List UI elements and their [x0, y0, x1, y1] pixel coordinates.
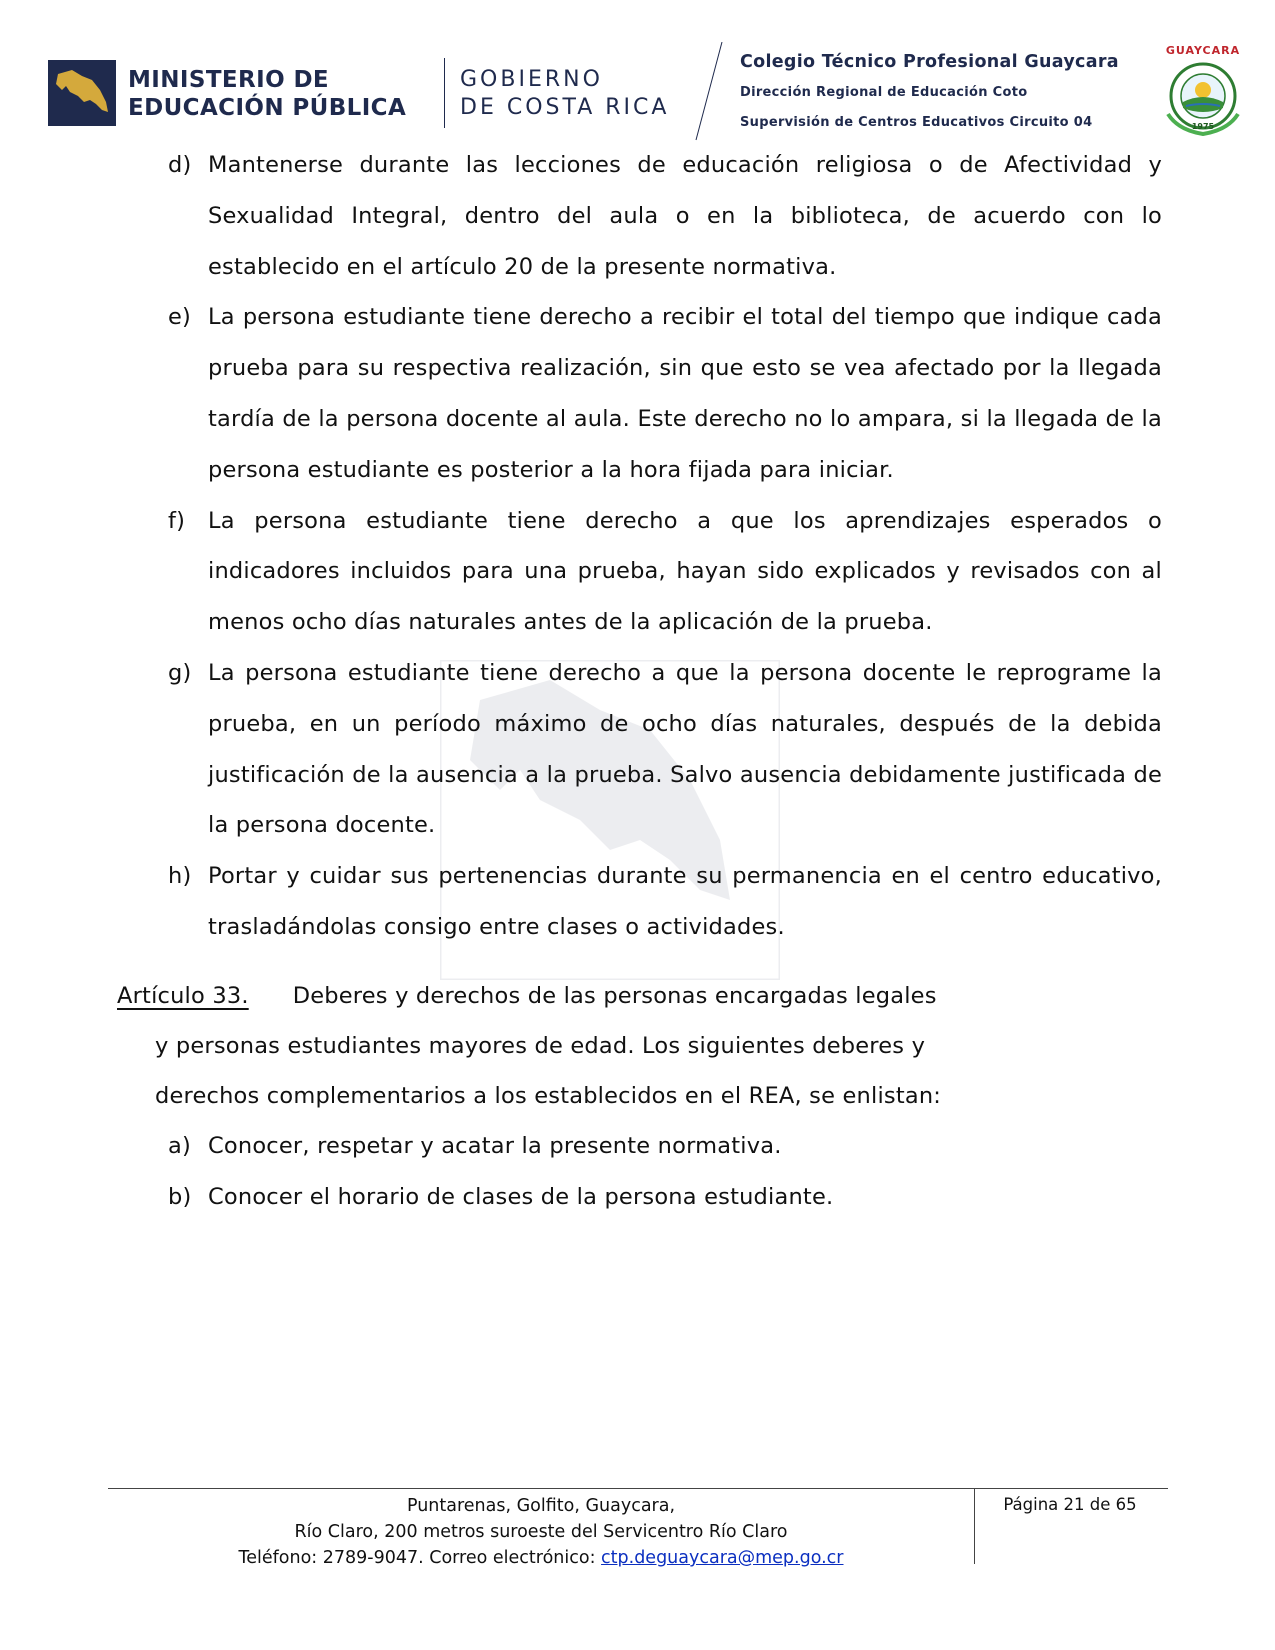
- government-line-1: GOBIERNO: [460, 67, 603, 92]
- supervision-circuit: Supervisión de Centros Educativos Circuito 04: [740, 115, 1093, 130]
- list-item: [168, 1121, 1162, 1172]
- list-item-letter: g): [168, 659, 192, 686]
- seal-text: GUAYCARA: [1165, 44, 1241, 57]
- list-item-text: Conocer el horario de clases de la persona estudiante.: [208, 1183, 834, 1210]
- list-item-letter: b): [168, 1183, 192, 1210]
- government-line-2: DE COSTA RICA: [460, 95, 670, 120]
- article-text-line: y personas estudiantes mayores de edad. Los siguientes deberes y: [155, 1032, 926, 1059]
- list-item: [168, 1172, 1162, 1223]
- regional-direction: Dirección Regional de Educación Coto: [740, 85, 1028, 100]
- footer-address-line-1: Puntarenas, Golfito, Guaycara,: [406, 1496, 676, 1516]
- school-info: [740, 50, 1119, 133]
- page-number: Página 21 de 65: [1003, 1495, 1137, 1514]
- government-name: [460, 66, 669, 122]
- header-diagonal-divider: [694, 42, 724, 142]
- seal-year: 1975: [1191, 122, 1215, 131]
- page-header: [0, 0, 1275, 150]
- list-item-text: Mantenerse durante las lecciones de educación religiosa o de Afectividad y Sexualidad Integral, dentro del aula o en la biblioteca, de acuerdo con lo establecido en el artículo 20 de la presente normativa.: [208, 152, 1162, 280]
- header-divider: [444, 58, 445, 128]
- article-title: Deberes y derechos de las personas encargadas legales: [292, 982, 937, 1009]
- list-item-text: La persona estudiante tiene derecho a recibir el total del tiempo que indique cada prueba para su respectiva realización, sin que esto se vea afectado por la llegada tardía de la persona docente al aula. Este derecho no lo ampara, si la llegada de la persona estudiante es posterior a la hora fijada para iniciar.: [208, 304, 1162, 483]
- footer-address-line-2: Río Claro, 200 metros suroeste del Servicentro Río Claro: [294, 1522, 788, 1542]
- email-link[interactable]: ctp.deguaycara@mep.go.cr: [601, 1548, 844, 1568]
- costa-rica-map-logo: [48, 60, 116, 126]
- footer-divider: [108, 1488, 1168, 1489]
- list-item-letter: e): [168, 304, 192, 331]
- ministry-name: [128, 66, 406, 122]
- footer-vertical-divider: [974, 1488, 975, 1564]
- footer-phone: Teléfono: 2789-9047. Correo electrónico:: [238, 1548, 602, 1568]
- article-heading: [117, 971, 1162, 1021]
- footer-contact-line: [108, 1545, 974, 1571]
- ministry-line-1: MINISTERIO DE: [128, 67, 330, 93]
- list-item: [168, 648, 1162, 851]
- list-item-text: La persona estudiante tiene derecho a que la persona docente le reprograme la prueba, en un período máximo de ocho días naturales, después de la debida justificación de la ausencia a la prueba. Salvo ausencia debidamente justificada de la persona docente.: [208, 659, 1162, 839]
- list-item: [168, 292, 1162, 495]
- list-item-letter: h): [168, 863, 192, 890]
- school-name: Colegio Técnico Profesional Guaycara: [740, 52, 1119, 72]
- list-item-letter: a): [168, 1132, 191, 1159]
- list-item-letter: f): [168, 507, 186, 534]
- list-item: [168, 496, 1162, 648]
- list-item-letter: d): [168, 152, 192, 178]
- list-item-text: Conocer, respetar y acatar la presente normativa.: [208, 1132, 782, 1159]
- article-text-line: derechos complementarios a los establecidos en el REA, se enlistan:: [155, 1082, 942, 1109]
- page-footer: [108, 1493, 974, 1571]
- list-item-text: La persona estudiante tiene derecho a que los aprendizajes esperados o indicadores incluidos para una prueba, hayan sido explicados y revisados con al menos ocho días naturales antes de la aplicación de la prueba.: [208, 507, 1162, 636]
- list-item: [168, 140, 1162, 292]
- list-item: [168, 851, 1162, 953]
- document-body: [0, 140, 1275, 1222]
- list-item-text: Portar y cuidar sus pertenencias durante su permanencia en el centro educativo, trasladándolas consigo entre clases o actividades.: [208, 863, 1162, 940]
- ministry-line-2: EDUCACIÓN PÚBLICA: [128, 95, 407, 121]
- school-seal: [1158, 44, 1248, 140]
- article-number: Artículo 33.: [117, 982, 249, 1009]
